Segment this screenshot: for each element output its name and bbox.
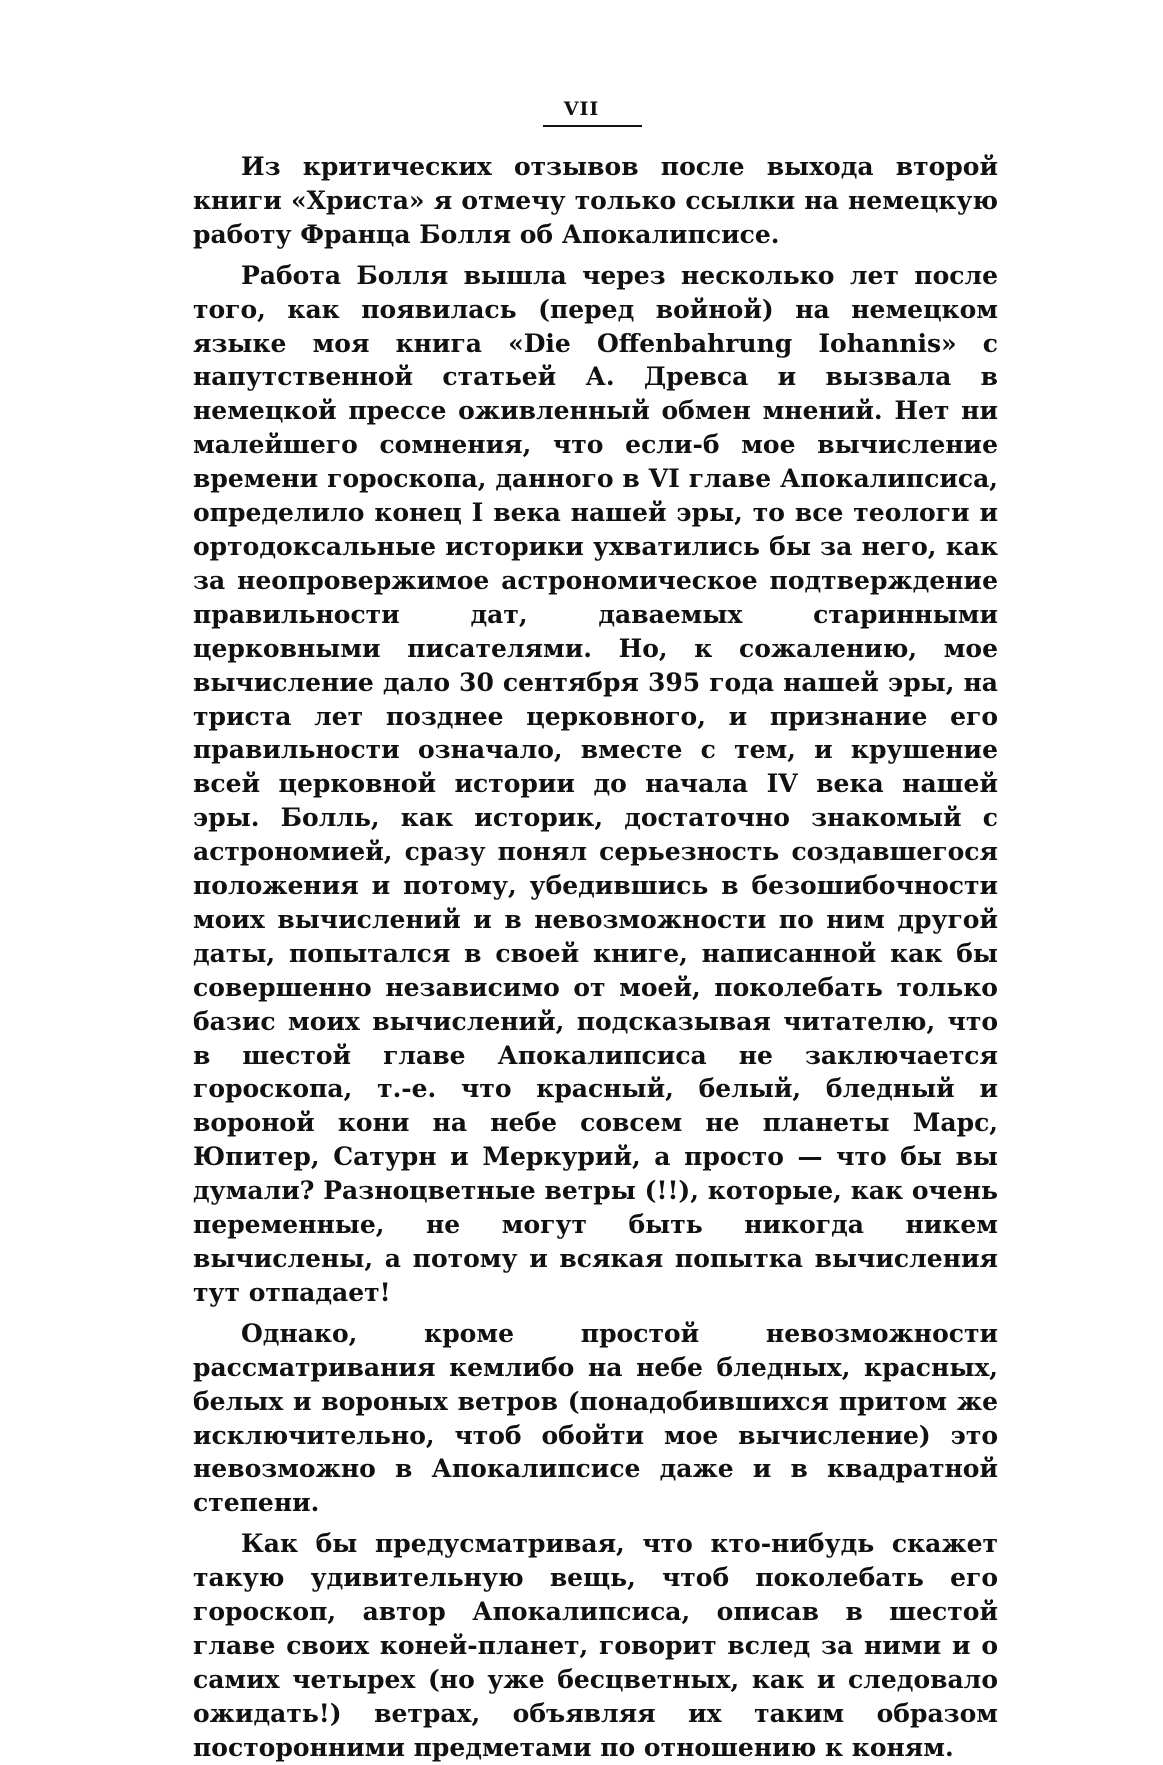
header-rule <box>543 125 642 127</box>
paragraph-4: Как бы предусматривая, что кто-нибудь скажет такую удивительную вещь, чтоб поколебать его гороскоп, автор Апокалипсиса, описав в шестой главе своих коней-планет, говорит вслед за ними и о самих четырех (но уже бесцветных, как и следовало ожидать!) ветрах, объявляя их таким образом посторонними предметами по отношению к коням. <box>193 1529 998 1762</box>
page-number: VII <box>563 98 600 120</box>
text-body <box>193 150 998 1765</box>
paragraph-1: Из критических отзывов после выхода второй книги «Христа» я отмечу только ссылки на немецкую работу Франца Болля об Апокалипсисе. <box>193 152 998 249</box>
paragraph-3: Однако, кроме простой невозможности рассматривания кемлибо на небе бледных, красных, белых и вороных ветров (понадобившихся притом же исключительно, чтоб обойти мое вычисление) это невозможно в Апокалипсисе даже и в квадратной степени. <box>193 1318 998 1518</box>
page-header <box>0 100 1163 119</box>
paragraph-2: Работа Болля вышла через несколько лет после того, как появилась (перед войной) на немецком языке моя книга «Die Offenbahrung Iohannis» с напутственной статьей А. Древса и вызвала в немецкой прессе оживленный обмен мнений. Нет ни малейшего сомнения, что если-б мое вычисление времени гороскопа, данного в VI главе Апокалипсиса, определило конец I века нашей эры, то все теологи и ортодоксальные историки ухватились бы за него, как за неопровержимое астрономическое подтверждение правильности дат, даваемых старинными церковными писателями. Но, к сожалению, мое вычисление дало 30 сентября 395 года нашей эры, на триста лет позднее церковного, и признание его правильности означало, вместе с тем, и крушение всей церковной истории до начала IV века нашей эры. Болль, как историк, достаточно знакомый с астрономией, сразу понял серьезность создавшегося положения и потому, убедившись в безошибочности моих вычислений и в невозможности по ним другой даты, попытался в своей книге, написанной как бы совершенно независимо от моей, поколебать только базис моих вычислений, подсказывая читателю, что в шестой главе Апокалипсиса не заключается гороскопа, т.-е. что красный, белый, бледный и вороной кони на небе совсем не планеты Марс, Юпитер, Сатурн и Меркурий, а просто — что бы вы думали? Разноцветные ветры (!!), которые, как очень переменные, не могут быть никогда никем вычислены, а потому и всякая попытка вычисления тут отпадает! <box>193 260 998 1307</box>
